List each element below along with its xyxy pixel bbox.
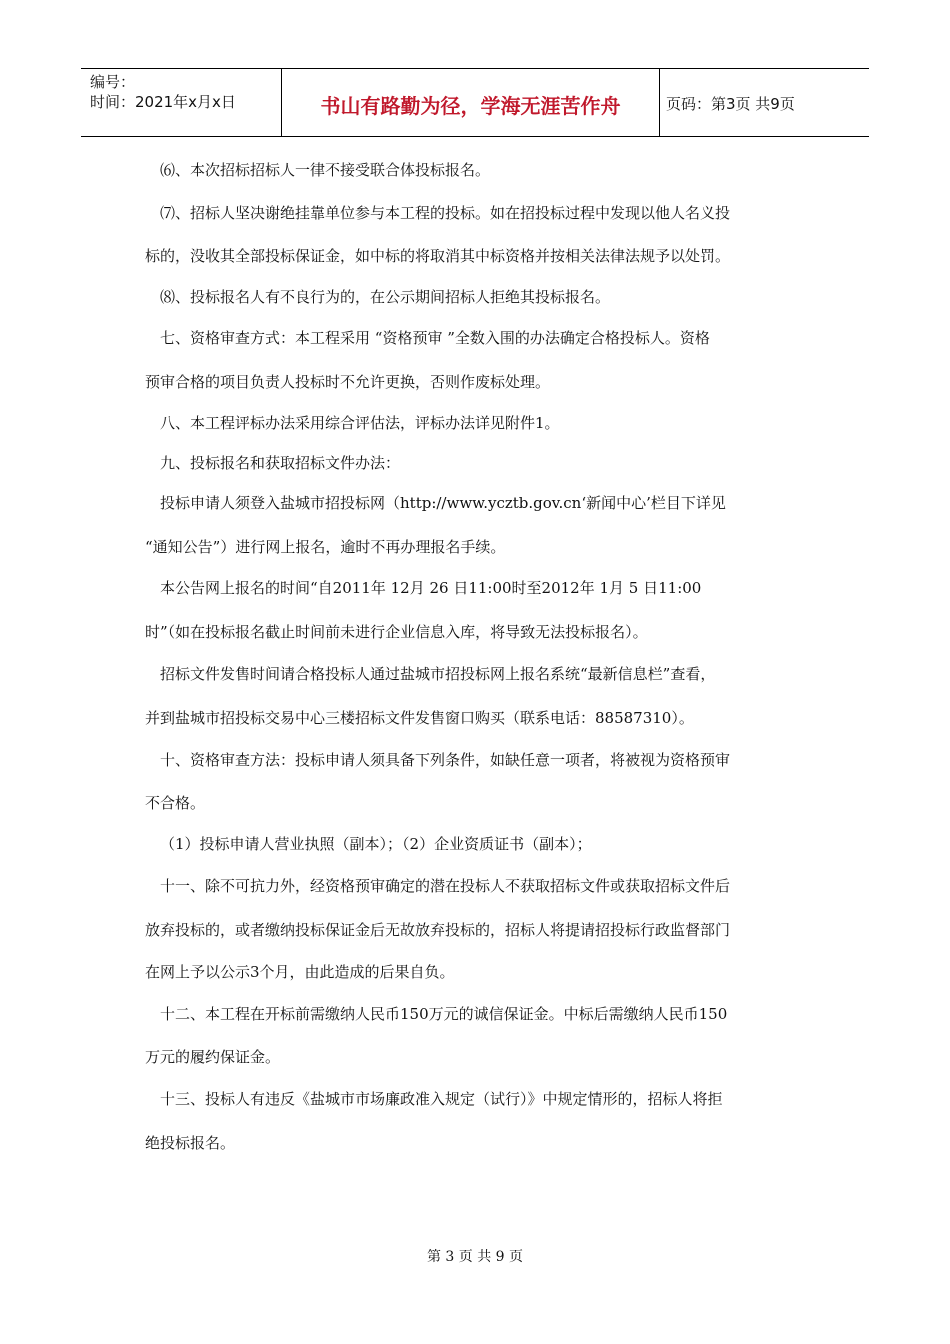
date-label: 时间：2021年x月x日 [90,93,236,111]
header-slogan-cell [282,69,660,136]
header-slogan: 书山有路勤为径，学海无涯苦作舟 [320,94,621,118]
body-line: 九、投标报名和获取招标文件办法： [160,454,401,472]
body-line: （1）投标申请人营业执照（副本）；（2）企业资质证书（副本）； [160,835,592,853]
body-line: 十一、除不可抗力外，经资格预审确定的潜在投标人不获取招标文件或获取招标文件后 [160,877,731,895]
body-line: 万元的履约保证金。 [145,1048,281,1066]
body-line: “通知公告”）进行网上报名，逾时不再办理报名手续。 [145,538,506,556]
body-line: 标的，没收其全部投标保证金，如中标的将取消其中标资格并按相关法律法规予以处罚。 [145,247,731,265]
page-footer: 第 3 页 共 9 页 [426,1249,524,1265]
body-line: 不合格。 [145,794,206,812]
header-page-code: 页码：第3页 共9页 [666,95,795,113]
body-line: 本公告网上报名的时间“自2011年 12月 26 日11:00时至2012年 1月 5 日11:00 [160,579,702,597]
body-line: 时”（如在投标报名截止时间前未进行企业信息入库，将导致无法投标报名）。 [145,623,648,641]
code-label: 编号： [90,73,136,91]
body-line: 招标文件发售时间请合格投标人通过盐城市招投标网上报名系统“最新信息栏”查看， [160,665,716,683]
document-header [81,68,869,137]
body-line: 并到盐城市招投标交易中心三楼招标文件发售窗口购买（联系电话：88587310）。 [145,709,694,727]
body-line: 十三、投标人有违反《盐城市市场廉政准入规定（试行）》中规定情形的，招标人将拒 [160,1090,723,1108]
body-line: 在网上予以公示3个月，由此造成的后果自负。 [145,963,455,981]
body-line: 投标申请人须登入盐城市招投标网（http://www.ycztb.gov.cn‘新闻中心’栏目下详见 [160,494,726,512]
body-line: 七、资格审查方式：本工程采用 “资格预审 ”全数入围的办法确定合格投标人。资格 [160,329,710,347]
body-line: ⑺、招标人坚决谢绝挂靠单位参与本工程的投标。如在招投标过程中发现以他人名义投 [160,204,731,222]
body-line: 十二、本工程在开标前需缴纳人民币150万元的诚信保证金。中标后需缴纳人民币150 [160,1005,728,1023]
body-line: ⑻、投标报名人有不良行为的，在公示期间招标人拒绝其投标报名。 [160,288,611,306]
body-line: 绝投标报名。 [145,1134,236,1152]
body-line: ⑹、本次招标招标人一律不接受联合体投标报名。 [160,161,491,179]
header-info-cell [81,69,282,136]
body-line: 预审合格的项目负责人投标时不允许更换，否则作废标处理。 [145,373,551,391]
body-line: 放弃投标的，或者缴纳投标保证金后无故放弃投标的，招标人将提请招投标行政监督部门 [145,921,731,939]
body-line: 十、资格审查方法：投标申请人须具备下列条件，如缺任意一项者，将被视为资格预审 [160,751,731,769]
header-page-cell [660,69,869,136]
body-line: 八、本工程评标办法采用综合评估法，评标办法详见附件1。 [160,414,560,432]
